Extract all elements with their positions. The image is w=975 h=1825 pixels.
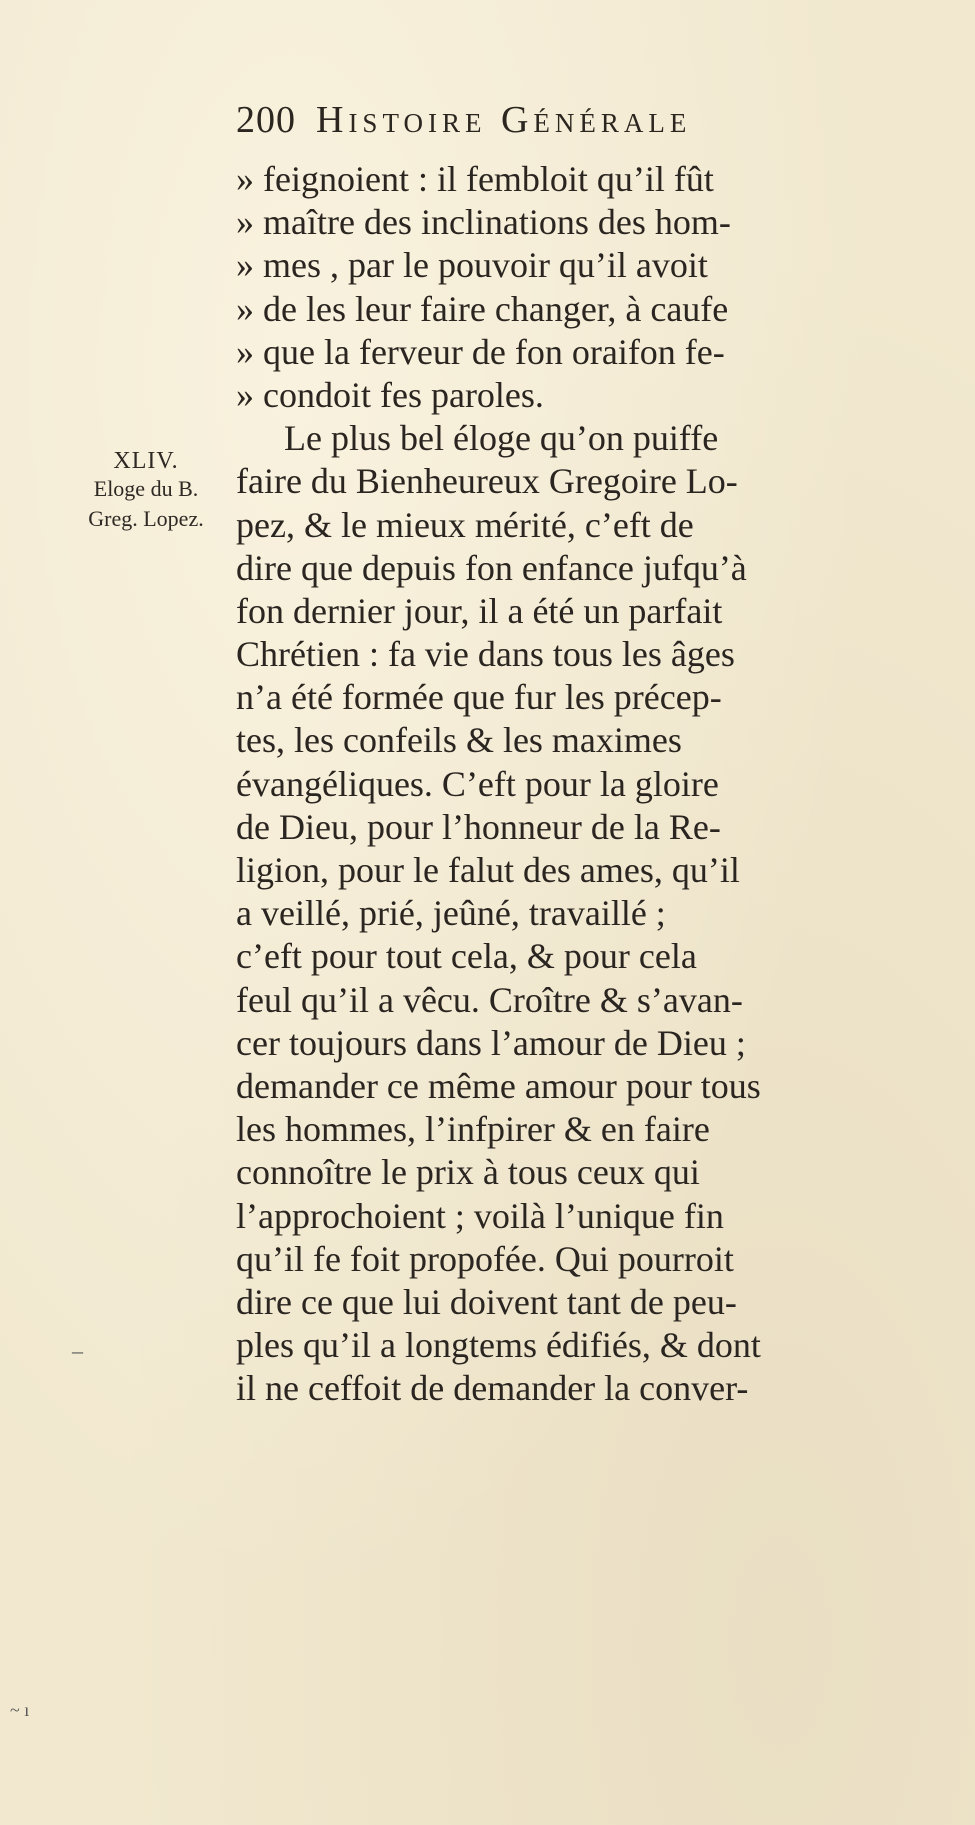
stray-dash-mark: ~ ı	[10, 1700, 30, 1720]
text-line: faire du Bienheureux Gregoire Lo-	[236, 461, 738, 502]
text-line: de Dieu, pour l’honneur de la Re-	[236, 806, 721, 847]
text-line: Chrétien : fa vie dans tous les âges	[236, 634, 735, 675]
text-line: » feignoient : il fembloit qu’il fût	[236, 159, 714, 199]
text-line: Le plus bel éloge qu’on puiffe	[284, 418, 719, 459]
margin-note-number: XLIV.	[113, 448, 179, 474]
text-line: demander ce même amour pour tous	[236, 1065, 761, 1106]
text-line: c’eft pour tout cela, & pour cela	[236, 936, 697, 977]
stray-dash-mark: –	[72, 1338, 83, 1363]
text-line: l’approchoient ; voilà l’unique fin	[236, 1195, 724, 1236]
text-line: il ne ceffoit de demander la conver-	[236, 1368, 749, 1409]
text-line: » condoit fes paroles.	[236, 374, 544, 415]
text-line: pez, & le mieux mérité, c’eft de	[236, 504, 694, 545]
text-line: ligion, pour le falut des ames, qu’il	[236, 850, 740, 890]
page-number: 200	[236, 99, 296, 141]
text-line: les hommes, l’infpirer & en faire	[236, 1109, 710, 1150]
body-text	[236, 158, 926, 1410]
margin-note-line: Greg. Lopez.	[88, 506, 204, 531]
text-line: fon dernier jour, il a été un parfait	[236, 590, 723, 631]
text-line: » mes , par le pouvoir qu’il avoit	[236, 245, 708, 286]
running-title: Histoire Générale	[316, 99, 692, 141]
text-line: tes, les confeils & les maximes	[236, 720, 682, 761]
text-line: a veillé, prié, jeûné, travaillé ;	[236, 893, 666, 934]
text-line: qu’il fe foit propofée. Qui pourroit	[236, 1238, 734, 1279]
text-line: ples qu’il a longtems édifiés, & dont	[236, 1325, 761, 1366]
text-line: connoître le prix à tous ceux qui	[236, 1152, 700, 1193]
text-line: » de les leur faire changer, à caufe	[236, 288, 729, 329]
text-line: » que la ferveur de fon oraifon fe-	[236, 331, 725, 372]
running-header	[236, 98, 876, 148]
text-line: évangéliques. C’eft pour la gloire	[236, 763, 719, 804]
margin-note	[60, 448, 232, 534]
text-line: dire ce que lui doivent tant de peu-	[236, 1281, 737, 1322]
text-line: dire que depuis fon enfance jufqu’à	[236, 547, 747, 588]
text-line: feul qu’il a vêcu. Croître & s’avan-	[236, 979, 743, 1020]
margin-note-line: Eloge du B.	[93, 476, 199, 501]
text-line: » maître des inclinations des hom-	[236, 202, 731, 243]
text-line: n’a été formée que fur les précep-	[236, 677, 722, 718]
text-line: cer toujours dans l’amour de Dieu ;	[236, 1022, 746, 1063]
